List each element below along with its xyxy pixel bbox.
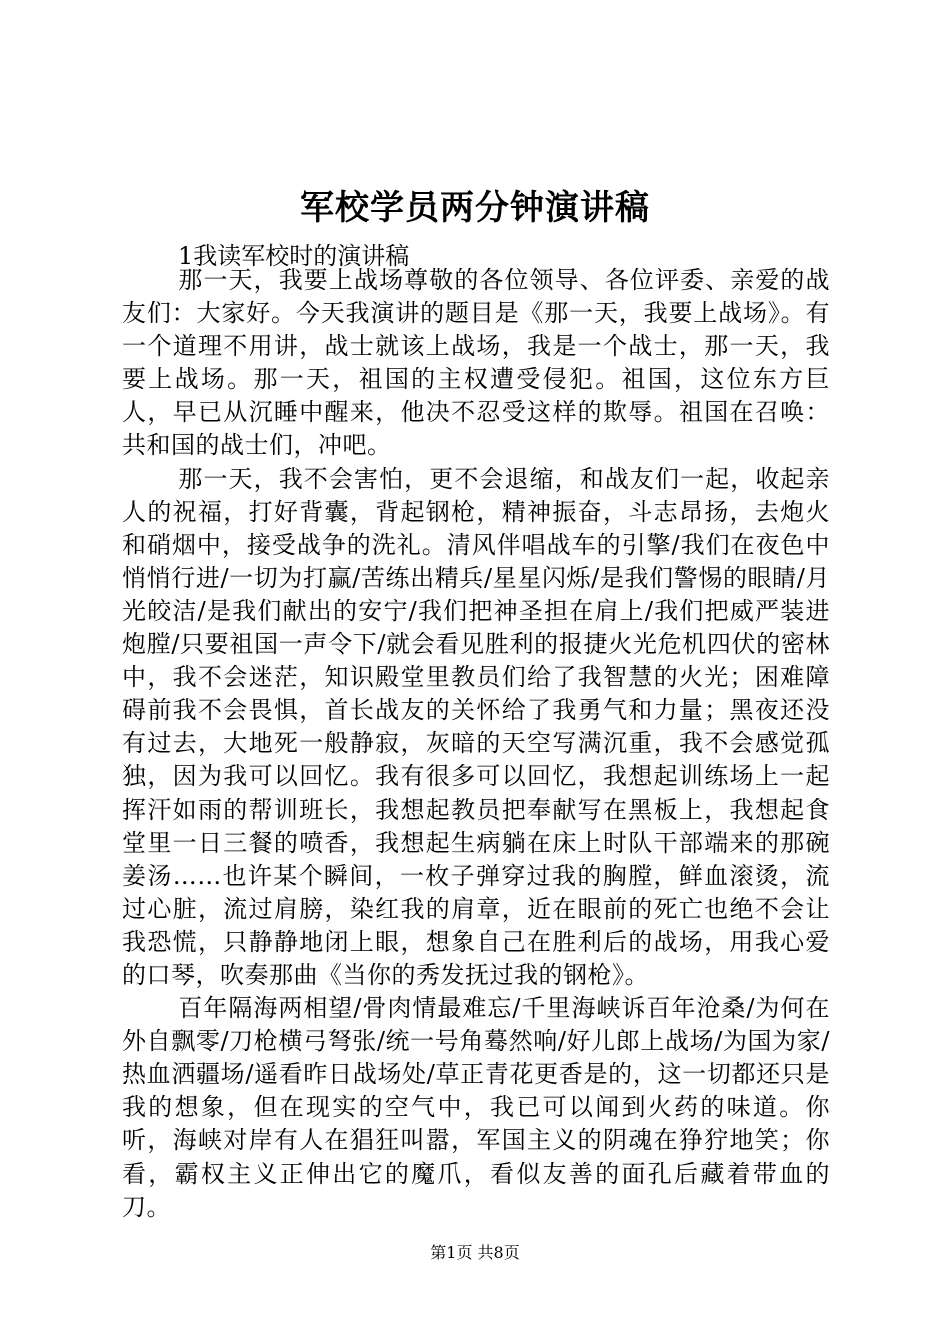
page-number-footer: 第1页 共8页 <box>430 1243 520 1262</box>
paragraph: 那一天，我要上战场尊敬的各位领导、各位评委、亲爱的战友们：大家好。今天我演讲的题目是《那一天，我要上战场》。有一个道理不用讲，战士就该上战场，我是一个战士，那一天，我要上战场。那一天，祖国的主权遭受侵犯。祖国，这位东方巨人，早已从沉睡中醒来，他决不忍受这样的欺辱。祖国在召唤：共和国的战士们，冲吧。 <box>122 266 830 460</box>
paragraph: 那一天，我不会害怕，更不会退缩，和战友们一起，收起亲人的祝福，打好背囊，背起钢枪，精神振奋，斗志昂扬，去炮火和硝烟中，接受战争的洗礼。清风伴唱战车的引擎/我们在夜色中悄悄行进/一切为打赢/苦练出精兵/星星闪烁/是我们警惕的眼睛/月光皎洁/是我们献出的安宁/我们把神圣担在肩上/我们把威严装进炮膛/只要祖国一声令下/就会看见胜利的报捷火光危机四伏的密林中，我不会迷茫，知识殿堂里教员们给了我智慧的火光；困难障碍前我不会畏惧，首长战友的关怀给了我勇气和力量；黑夜还没有过去，大地死一般静寂，灰暗的天空写满沉重，我不会感觉孤独，因为我可以回忆。我有很多可以回忆，我想起训练场上一起挥汗如雨的帮训班长，我想起教员把奉献写在黑板上，我想起食堂里一日三餐的喷香，我想起生病躺在床上时队干部端来的那碗姜汤……也许某个瞬间，一枚子弹穿过我的胸膛，鲜血滚烫，流过心脏，流过肩膀，染红我的肩章，近在眼前的死亡也绝不会让我恐慌，只静静地闭上眼，想象自己在胜利后的战场，用我心爱的口琴，吹奏那曲《当你的秀发抚过我的钢枪》。 <box>122 464 830 989</box>
paragraph: 百年隔海两相望/骨肉情最难忘/千里海峡诉百年沧桑/为何在外自飘零/刀枪横弓弩张/统一号角蓦然响/好儿郎上战场/为国为家/热血洒疆场/遥看昨日战场处/草正青花更香是的，这一切都还只是我的想象，但在现实的空气中，我已可以闻到火药的味道。你听，海峡对岸有人在猖狂叫嚣，军国主义的阴魂在狰狞地笑；你看，霸权主义正伸出它的魔爪，看似友善的面孔后藏着带血的刀。 <box>122 994 830 1221</box>
document-body <box>122 264 830 1224</box>
document-subtitle: 1我读军校时的演讲稿 <box>178 242 410 270</box>
document-title: 军校学员两分钟演讲稿 <box>300 188 650 228</box>
